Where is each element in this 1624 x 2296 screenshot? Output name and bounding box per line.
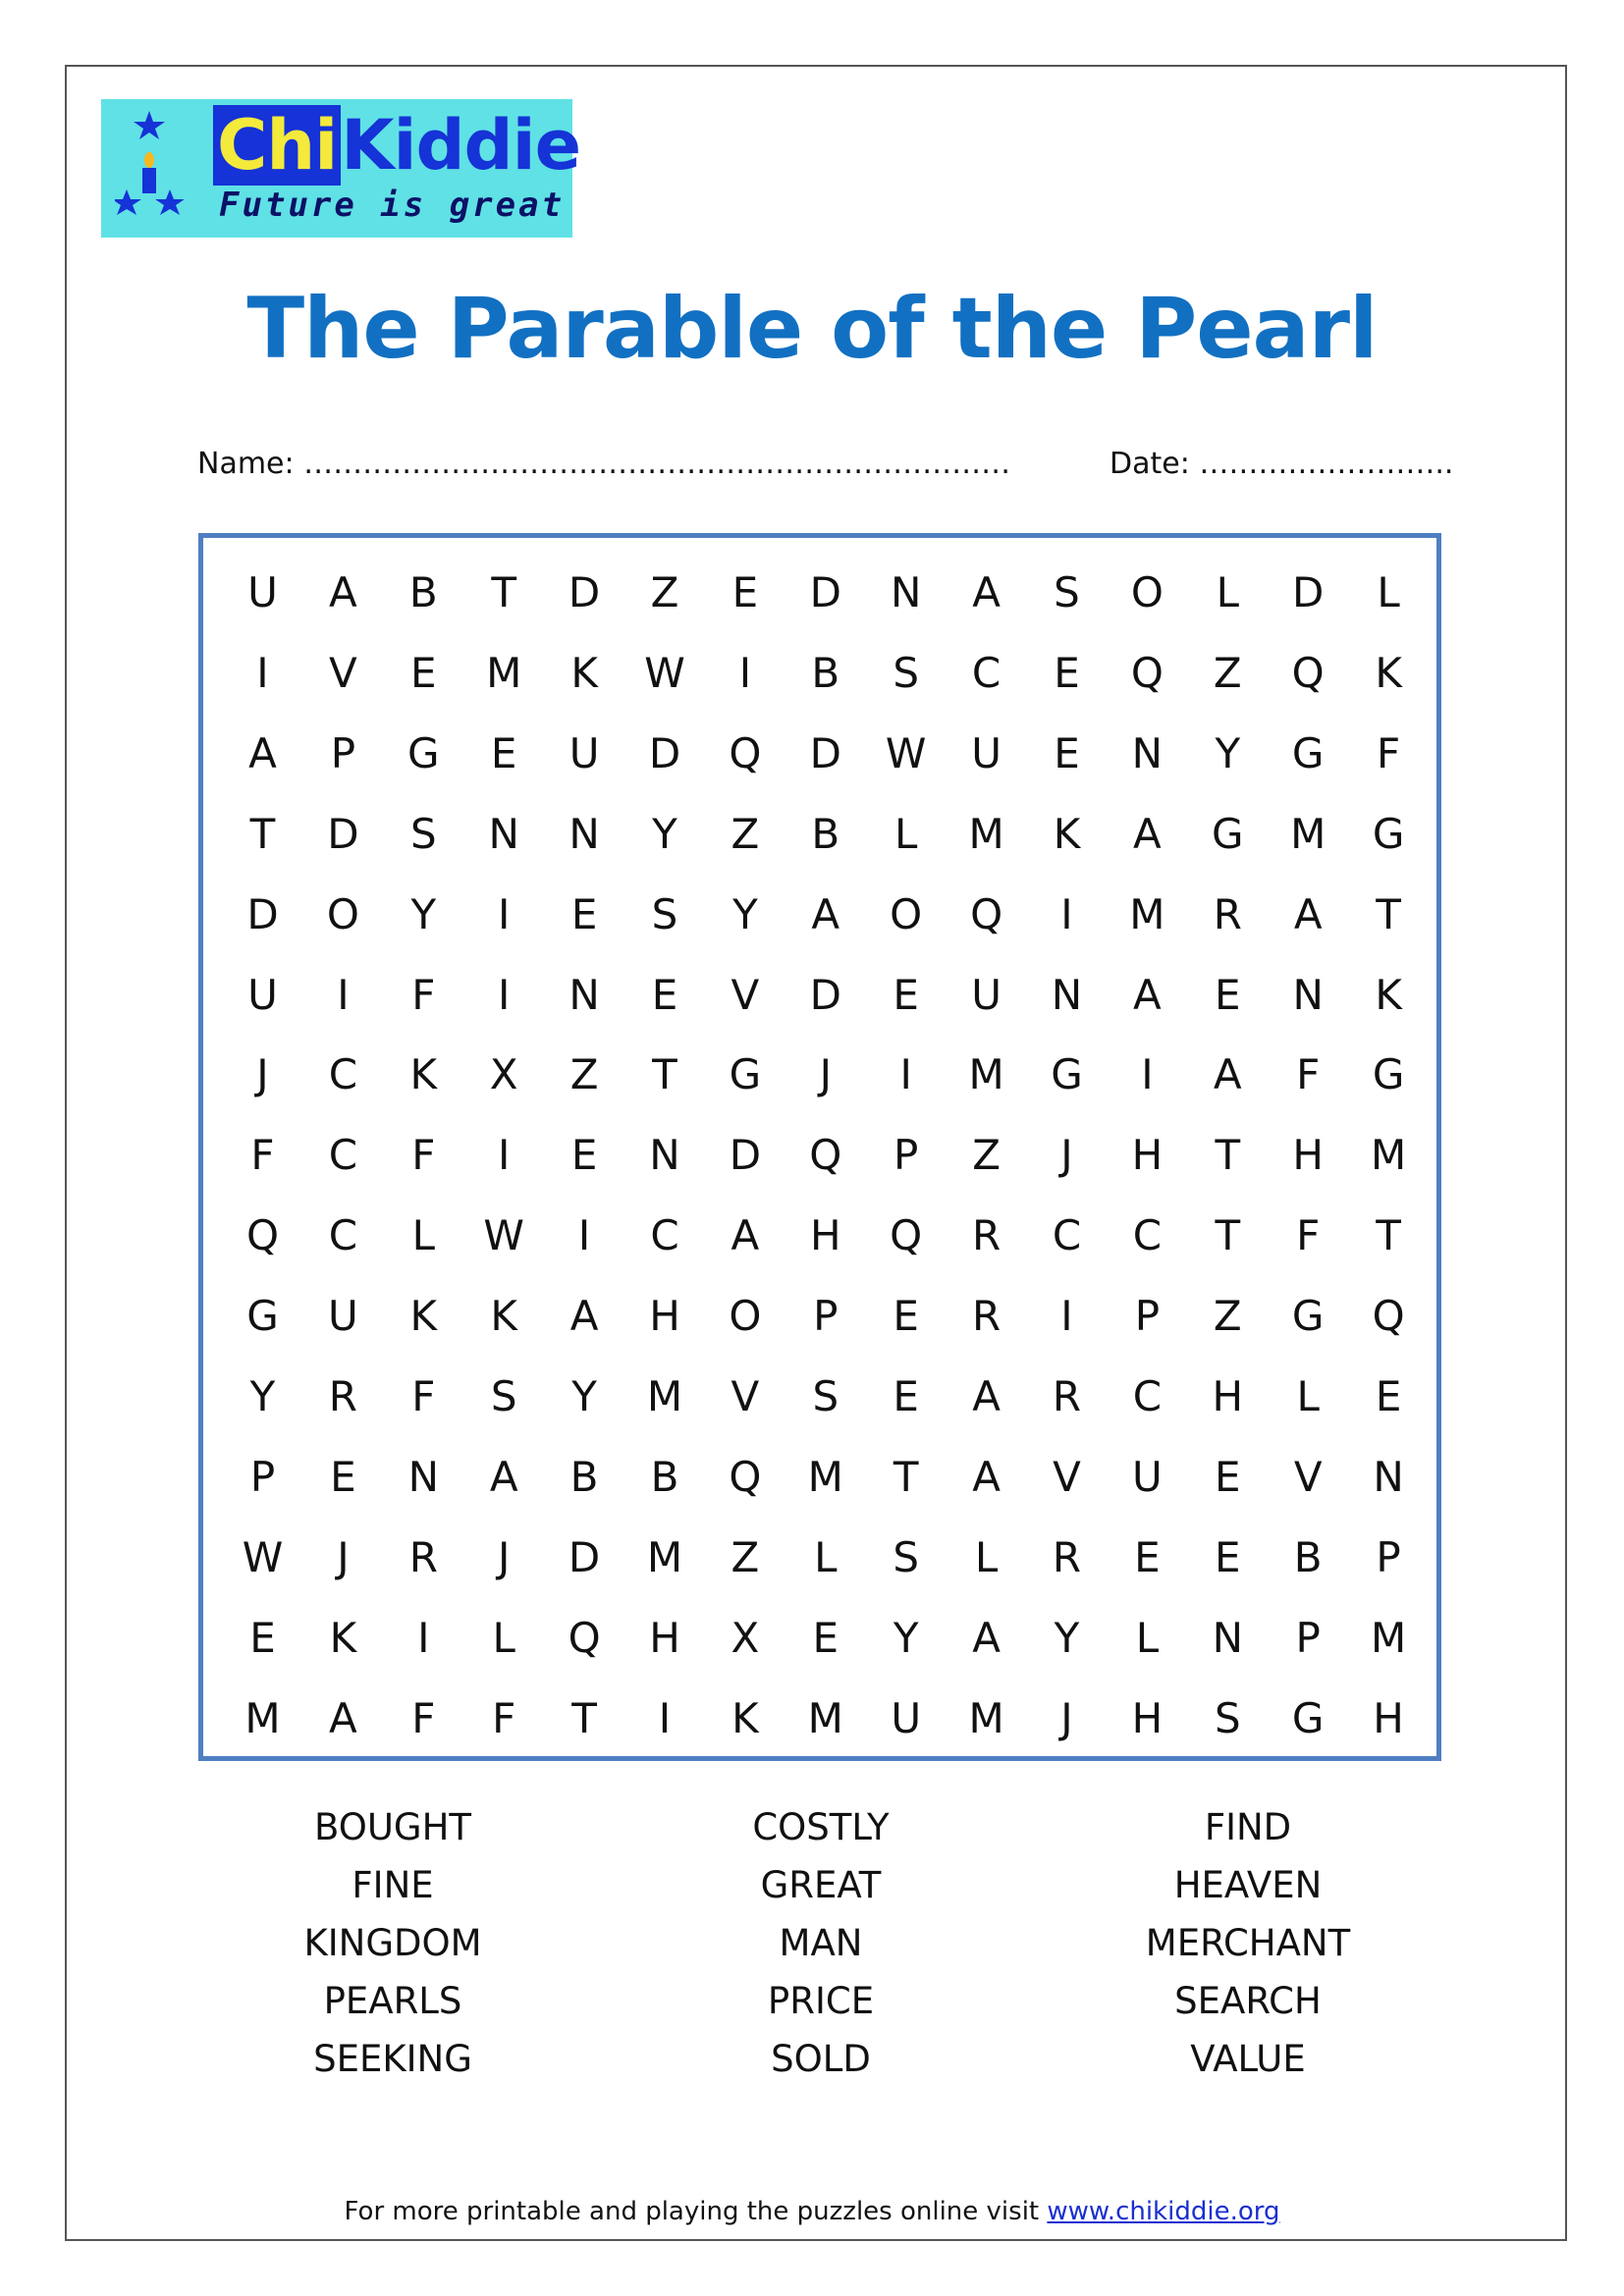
grid-cell[interactable]: D bbox=[809, 970, 841, 1019]
grid-cell[interactable]: K bbox=[731, 1693, 759, 1742]
grid-cell[interactable]: E bbox=[1054, 728, 1080, 777]
grid-cell[interactable]: E bbox=[330, 1452, 356, 1501]
grid-cell[interactable]: E bbox=[1054, 648, 1080, 697]
grid-cell[interactable]: K bbox=[329, 1613, 357, 1662]
grid-cell[interactable]: H bbox=[649, 1292, 680, 1341]
grid-cell[interactable]: E bbox=[1215, 970, 1241, 1019]
grid-cell[interactable]: G bbox=[1051, 1050, 1083, 1099]
grid-cell[interactable]: Y bbox=[410, 889, 437, 938]
footer-link[interactable]: www.chikiddie.org bbox=[1047, 2197, 1280, 2226]
grid-cell[interactable]: I bbox=[256, 648, 269, 697]
grid-cell[interactable]: F bbox=[250, 1131, 275, 1180]
grid-cell[interactable]: P bbox=[330, 728, 356, 777]
grid-cell[interactable]: P bbox=[813, 1292, 839, 1341]
grid-cell[interactable]: O bbox=[890, 889, 923, 938]
grid-cell[interactable]: E bbox=[570, 1131, 598, 1180]
grid-cell[interactable]: U bbox=[247, 568, 278, 616]
grid-cell[interactable]: W bbox=[644, 648, 685, 697]
grid-cell[interactable]: G bbox=[407, 728, 440, 777]
grid-cell[interactable]: J bbox=[819, 1050, 832, 1099]
word-list-item: SEARCH bbox=[1174, 1980, 1322, 2022]
grid-cell[interactable]: Y bbox=[1215, 728, 1241, 777]
grid-cell[interactable]: D bbox=[327, 809, 359, 858]
footer-text: For more printable and playing the puzzles online visit bbox=[344, 2197, 1048, 2226]
grid-cell[interactable]: T bbox=[249, 809, 276, 858]
grid-cell[interactable]: L bbox=[1216, 568, 1239, 616]
grid-cell[interactable]: Y bbox=[1054, 1613, 1080, 1662]
grid-cell[interactable]: O bbox=[326, 889, 359, 938]
grid-cell[interactable]: I bbox=[738, 648, 752, 697]
grid-cell[interactable]: G bbox=[1212, 809, 1244, 858]
grid-cell[interactable]: M bbox=[968, 1050, 1004, 1099]
grid-cell[interactable]: E bbox=[893, 1292, 919, 1341]
grid-cell[interactable]: I bbox=[658, 1693, 672, 1742]
grid-cell[interactable]: X bbox=[489, 1050, 518, 1099]
grid-cell[interactable]: D bbox=[568, 1532, 601, 1581]
grid-cell[interactable]: W bbox=[483, 1211, 524, 1260]
grid-cell[interactable]: A bbox=[972, 1613, 1001, 1662]
grid-cell[interactable]: H bbox=[1131, 1131, 1164, 1180]
grid-cell[interactable]: B bbox=[408, 568, 438, 616]
grid-cell[interactable]: C bbox=[971, 648, 1001, 697]
stars-candle-icon bbox=[115, 109, 184, 225]
grid-cell[interactable]: F bbox=[1296, 1050, 1321, 1099]
brand-kiddie: Kiddie bbox=[341, 105, 581, 186]
grid-cell[interactable]: R bbox=[1213, 889, 1242, 938]
grid-cell[interactable]: Q bbox=[568, 1613, 601, 1662]
grid-cell[interactable]: C bbox=[1052, 1211, 1082, 1260]
grid-cell[interactable]: L bbox=[974, 1532, 999, 1581]
footer bbox=[0, 2197, 1624, 2226]
grid-cell[interactable]: S bbox=[893, 1532, 920, 1581]
grid-cells bbox=[203, 538, 1436, 1756]
grid-cell[interactable]: N bbox=[1292, 970, 1324, 1019]
grid-cell[interactable]: D bbox=[809, 568, 841, 616]
grid-cell[interactable]: E bbox=[812, 1613, 839, 1662]
grid-cell[interactable]: E bbox=[893, 1372, 919, 1420]
grid-cell[interactable]: F bbox=[411, 970, 436, 1019]
word-list-item: SOLD bbox=[771, 2038, 871, 2080]
grid-cell[interactable]: L bbox=[814, 1532, 838, 1581]
grid-cell[interactable]: R bbox=[972, 1211, 1001, 1260]
grid-cell[interactable]: Z bbox=[569, 1050, 599, 1099]
grid-cell[interactable]: G bbox=[1291, 1693, 1325, 1742]
grid-cell[interactable]: Z bbox=[731, 1532, 760, 1581]
grid-cell[interactable]: N bbox=[407, 1452, 439, 1501]
grid-cell[interactable]: Z bbox=[731, 809, 760, 858]
date-label: Date: bbox=[1110, 447, 1190, 481]
grid-cell[interactable]: L bbox=[411, 1211, 435, 1260]
grid-cell[interactable]: S bbox=[1054, 568, 1080, 616]
grid-cell[interactable]: I bbox=[1141, 1050, 1154, 1099]
grid-cell[interactable]: C bbox=[328, 1211, 358, 1260]
grid-cell[interactable]: G bbox=[246, 1292, 279, 1341]
grid-cell[interactable]: T bbox=[571, 1693, 597, 1742]
grid-cell[interactable]: V bbox=[329, 648, 357, 697]
grid-cell[interactable]: G bbox=[1372, 809, 1405, 858]
grid-cell[interactable]: T bbox=[1215, 1211, 1241, 1260]
grid-cell[interactable]: T bbox=[1376, 1211, 1401, 1260]
grid-cell[interactable]: B bbox=[1293, 1532, 1323, 1581]
grid-cell[interactable]: D bbox=[246, 889, 279, 938]
grid-cell[interactable]: M bbox=[1290, 809, 1326, 858]
grid-cell[interactable]: Q bbox=[1291, 648, 1325, 697]
grid-cell[interactable]: Q bbox=[809, 1131, 842, 1180]
grid-cell[interactable]: B bbox=[650, 1452, 679, 1501]
grid-cell[interactable]: U bbox=[1132, 1452, 1163, 1501]
grid-cell[interactable]: C bbox=[328, 1131, 358, 1180]
grid-cell[interactable]: M bbox=[1370, 1613, 1407, 1662]
word-list-item: MAN bbox=[779, 1922, 863, 1964]
grid-cell[interactable]: L bbox=[1377, 568, 1400, 616]
grid-cell[interactable]: J bbox=[1060, 1693, 1073, 1742]
grid-cell[interactable]: A bbox=[972, 1372, 1001, 1420]
grid-cell[interactable]: I bbox=[577, 1211, 591, 1260]
grid-cell[interactable]: Y bbox=[732, 889, 758, 938]
grid-cell[interactable]: Z bbox=[972, 1131, 1001, 1180]
grid-cell[interactable]: O bbox=[1130, 568, 1164, 616]
grid-cell[interactable]: A bbox=[1293, 889, 1323, 938]
grid-cell[interactable]: A bbox=[329, 568, 357, 616]
grid-cell[interactable]: A bbox=[1213, 1050, 1242, 1099]
grid-cell[interactable]: Y bbox=[249, 1372, 276, 1420]
word-list-item: PRICE bbox=[767, 1980, 875, 2022]
grid-cell[interactable]: K bbox=[409, 1292, 438, 1341]
grid-cell[interactable]: P bbox=[249, 1452, 276, 1501]
word-list-item: FIND bbox=[1204, 1806, 1292, 1848]
word-list-item: FINE bbox=[352, 1864, 434, 1906]
grid-cell[interactable]: L bbox=[492, 1613, 515, 1662]
grid-cell[interactable]: V bbox=[1053, 1452, 1081, 1501]
grid-cell[interactable]: H bbox=[1292, 1131, 1324, 1180]
grid-cell[interactable]: N bbox=[488, 809, 519, 858]
grid-cell[interactable]: F bbox=[411, 1131, 436, 1180]
grid-cell[interactable]: Q bbox=[729, 1452, 762, 1501]
grid-cell[interactable]: R bbox=[328, 1372, 357, 1420]
grid-cell[interactable]: G bbox=[1291, 728, 1325, 777]
date-line bbox=[1110, 447, 1453, 481]
grid-cell[interactable]: R bbox=[408, 1532, 438, 1581]
grid-cell[interactable]: U bbox=[328, 1292, 358, 1341]
grid-cell[interactable]: W bbox=[242, 1532, 284, 1581]
grid-cell[interactable]: I bbox=[899, 1050, 912, 1099]
grid-cell[interactable]: U bbox=[247, 970, 278, 1019]
grid-cell[interactable]: S bbox=[490, 1372, 517, 1420]
grid-cell[interactable]: H bbox=[1373, 1693, 1404, 1742]
grid-cell[interactable]: I bbox=[417, 1613, 430, 1662]
grid-cell[interactable]: M bbox=[486, 648, 522, 697]
grid-cell[interactable]: Q bbox=[890, 1211, 923, 1260]
grid-cell[interactable]: L bbox=[1135, 1613, 1160, 1662]
grid-cell[interactable]: S bbox=[893, 648, 920, 697]
word-search-grid bbox=[198, 533, 1441, 1761]
grid-cell[interactable]: D bbox=[1292, 568, 1325, 616]
grid-cell[interactable]: J bbox=[337, 1532, 350, 1581]
grid-cell[interactable]: T bbox=[893, 1452, 919, 1501]
grid-cell[interactable]: Q bbox=[245, 1211, 280, 1260]
grid-cell[interactable]: I bbox=[497, 970, 511, 1019]
grid-cell[interactable]: Q bbox=[1130, 648, 1164, 697]
grid-cell[interactable]: W bbox=[885, 728, 927, 777]
grid-cell[interactable]: P bbox=[893, 1131, 919, 1180]
grid-cell[interactable]: V bbox=[731, 1372, 760, 1420]
logo bbox=[101, 99, 581, 238]
grid-cell[interactable]: K bbox=[1375, 648, 1402, 697]
grid-cell[interactable]: M bbox=[807, 1693, 843, 1742]
grid-cell[interactable]: F bbox=[492, 1693, 516, 1742]
grid-cell[interactable]: I bbox=[1060, 1292, 1073, 1341]
grid-cell[interactable]: Z bbox=[650, 568, 679, 616]
grid-cell[interactable]: Y bbox=[571, 1372, 597, 1420]
grid-cell[interactable]: E bbox=[893, 970, 919, 1019]
grid-cell[interactable]: K bbox=[1053, 809, 1081, 858]
grid-cell[interactable]: N bbox=[568, 970, 600, 1019]
grid-cell[interactable]: M bbox=[1370, 1131, 1407, 1180]
grid-cell[interactable]: N bbox=[649, 1131, 680, 1180]
grid-cell[interactable]: U bbox=[891, 1693, 922, 1742]
grid-cell[interactable]: M bbox=[968, 809, 1004, 858]
grid-cell[interactable]: I bbox=[1060, 889, 1073, 938]
grid-cell[interactable]: E bbox=[731, 568, 759, 616]
brand-name bbox=[213, 107, 580, 184]
grid-cell[interactable]: G bbox=[729, 1050, 762, 1099]
grid-cell[interactable]: E bbox=[570, 889, 598, 938]
grid-cell[interactable]: N bbox=[1131, 728, 1164, 777]
grid-cell[interactable]: L bbox=[1296, 1372, 1320, 1420]
grid-cell[interactable]: M bbox=[1129, 889, 1165, 938]
brand-chi: Chi bbox=[213, 105, 341, 186]
grid-cell[interactable]: I bbox=[337, 970, 350, 1019]
grid-cell[interactable]: Y bbox=[652, 809, 677, 858]
page-title: The Parable of the Pearl bbox=[246, 280, 1378, 378]
name-line bbox=[197, 447, 1010, 481]
grid-cell[interactable]: R bbox=[1052, 1532, 1082, 1581]
grid-cell[interactable]: P bbox=[1376, 1532, 1401, 1581]
grid-cell[interactable]: S bbox=[409, 809, 437, 858]
grid-cell[interactable]: M bbox=[968, 1693, 1004, 1742]
grid-cell[interactable]: R bbox=[1052, 1372, 1082, 1420]
grid-cell[interactable]: N bbox=[568, 809, 600, 858]
grid-cell[interactable]: A bbox=[1133, 809, 1162, 858]
grid-cell[interactable]: V bbox=[1293, 1452, 1323, 1501]
grid-cell[interactable]: H bbox=[1212, 1372, 1244, 1420]
grid-cell[interactable]: D bbox=[729, 1131, 762, 1180]
grid-cell[interactable]: C bbox=[1132, 1211, 1163, 1260]
grid-cell[interactable]: E bbox=[1134, 1532, 1161, 1581]
grid-cell[interactable]: N bbox=[1212, 1613, 1243, 1662]
grid-cell[interactable]: L bbox=[893, 809, 918, 858]
grid-cell[interactable]: U bbox=[971, 970, 1001, 1019]
grid-cell[interactable]: M bbox=[646, 1372, 683, 1420]
grid-cell[interactable]: M bbox=[807, 1452, 843, 1501]
grid-cell[interactable]: M bbox=[244, 1693, 281, 1742]
grid-cell[interactable]: Q bbox=[729, 728, 762, 777]
grid-cell[interactable]: N bbox=[1373, 1452, 1404, 1501]
grid-cell[interactable]: Z bbox=[1213, 648, 1242, 697]
grid-cell[interactable]: G bbox=[1291, 1292, 1325, 1341]
grid-cell[interactable]: E bbox=[410, 648, 437, 697]
grid-cell[interactable]: O bbox=[729, 1292, 762, 1341]
word-list-item: SEEKING bbox=[313, 2038, 472, 2080]
grid-cell[interactable]: A bbox=[731, 1211, 760, 1260]
grid-cell[interactable]: E bbox=[1375, 1372, 1402, 1420]
grid-cell[interactable]: T bbox=[1376, 889, 1401, 938]
word-list-item: VALUE bbox=[1190, 2038, 1306, 2080]
grid-cell[interactable]: Q bbox=[970, 889, 1003, 938]
grid-cell[interactable]: E bbox=[490, 728, 517, 777]
grid-cell[interactable]: Z bbox=[1213, 1292, 1242, 1341]
grid-cell[interactable]: E bbox=[651, 970, 678, 1019]
grid-cell[interactable]: Y bbox=[893, 1613, 919, 1662]
grid-cell[interactable]: C bbox=[1132, 1372, 1163, 1420]
grid-cell[interactable]: S bbox=[651, 889, 678, 938]
grid-cell[interactable]: F bbox=[411, 1372, 436, 1420]
grid-cell[interactable]: H bbox=[1131, 1693, 1164, 1742]
grid-cell[interactable]: D bbox=[568, 568, 601, 616]
word-list-item: MERCHANT bbox=[1145, 1922, 1351, 1964]
grid-cell[interactable]: H bbox=[649, 1613, 680, 1662]
grid-cell[interactable]: E bbox=[249, 1613, 276, 1662]
word-list-item: KINGDOM bbox=[303, 1922, 482, 1964]
grid-cell[interactable]: V bbox=[731, 970, 760, 1019]
grid-cell[interactable]: A bbox=[811, 889, 840, 938]
grid-cell[interactable]: E bbox=[1215, 1532, 1241, 1581]
name-label: Name: bbox=[197, 447, 295, 481]
grid-cell[interactable]: D bbox=[648, 728, 681, 777]
grid-cell[interactable]: K bbox=[1375, 970, 1402, 1019]
grid-cell[interactable]: A bbox=[248, 728, 277, 777]
grid-cell[interactable]: I bbox=[497, 889, 511, 938]
grid-cell[interactable]: A bbox=[972, 568, 1001, 616]
grid-cell[interactable]: Q bbox=[1372, 1292, 1405, 1341]
grid-cell[interactable]: F bbox=[411, 1693, 436, 1742]
grid-cell[interactable]: A bbox=[329, 1693, 357, 1742]
grid-cell[interactable]: T bbox=[1215, 1131, 1241, 1180]
word-list-item: HEAVEN bbox=[1173, 1864, 1323, 1906]
word-list-item: PEARLS bbox=[323, 1980, 462, 2022]
grid-cell[interactable]: A bbox=[972, 1452, 1001, 1501]
word-list-item: GREAT bbox=[760, 1864, 882, 1906]
grid-cell[interactable]: H bbox=[810, 1211, 841, 1260]
grid-cell[interactable]: X bbox=[731, 1613, 760, 1662]
grid-cell[interactable]: J bbox=[256, 1050, 269, 1099]
date-field[interactable]: …………………….. bbox=[1199, 447, 1454, 481]
grid-cell[interactable]: U bbox=[568, 728, 600, 777]
grid-cell[interactable]: G bbox=[1372, 1050, 1405, 1099]
grid-cell[interactable]: R bbox=[972, 1292, 1001, 1341]
grid-cell[interactable]: C bbox=[650, 1211, 679, 1260]
grid-cell[interactable]: I bbox=[497, 1131, 511, 1180]
grid-cell[interactable]: P bbox=[1295, 1613, 1321, 1662]
tagline: Future is great bbox=[219, 186, 566, 225]
grid-cell[interactable]: B bbox=[569, 1452, 599, 1501]
grid-cell[interactable]: T bbox=[652, 1050, 677, 1099]
grid-cell[interactable]: B bbox=[811, 648, 840, 697]
grid-cell[interactable]: U bbox=[971, 728, 1001, 777]
grid-cell[interactable]: C bbox=[328, 1050, 358, 1099]
grid-cell[interactable]: P bbox=[1134, 1292, 1161, 1341]
word-list-item: BOUGHT bbox=[313, 1806, 472, 1848]
grid-cell[interactable]: N bbox=[1051, 970, 1083, 1019]
word-list-item: COSTLY bbox=[752, 1806, 890, 1848]
grid-cell[interactable]: K bbox=[409, 1050, 438, 1099]
grid-cell[interactable]: J bbox=[497, 1532, 511, 1581]
grid-cell[interactable]: A bbox=[1133, 970, 1162, 1019]
grid-cell[interactable]: J bbox=[1060, 1131, 1073, 1180]
grid-cell[interactable]: A bbox=[569, 1292, 599, 1341]
grid-cell[interactable]: B bbox=[811, 809, 840, 858]
grid-cell[interactable]: E bbox=[1215, 1452, 1241, 1501]
grid-cell[interactable]: S bbox=[812, 1372, 839, 1420]
grid-cell[interactable]: S bbox=[1214, 1693, 1241, 1742]
grid-cell[interactable]: F bbox=[1377, 728, 1401, 777]
name-field[interactable]: ……………………………………………………………… bbox=[303, 447, 1011, 481]
grid-cell[interactable]: K bbox=[490, 1292, 517, 1341]
grid-cell[interactable]: F bbox=[1296, 1211, 1321, 1260]
grid-cell[interactable]: A bbox=[489, 1452, 518, 1501]
grid-cell[interactable]: D bbox=[809, 728, 841, 777]
grid-cell[interactable]: T bbox=[491, 568, 517, 616]
grid-cell[interactable]: M bbox=[646, 1532, 683, 1581]
grid-cell[interactable]: K bbox=[570, 648, 598, 697]
grid-cell[interactable]: N bbox=[890, 568, 922, 616]
